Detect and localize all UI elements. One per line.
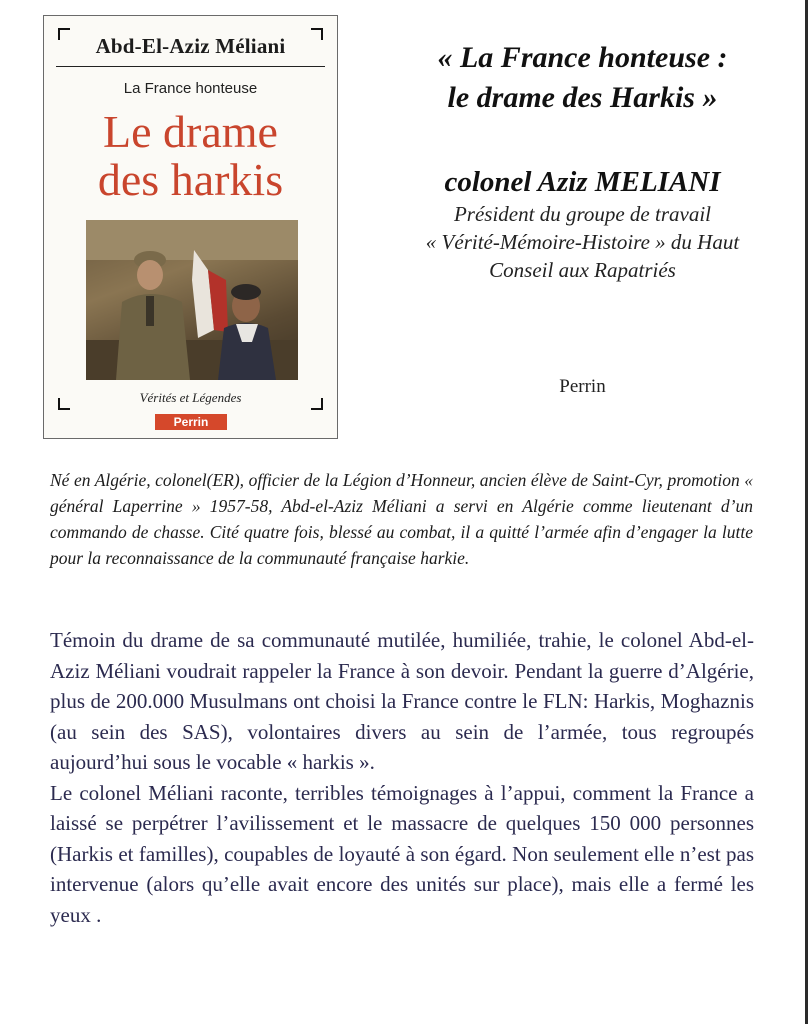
cover-title-line-2: des harkis	[97, 154, 284, 205]
book-heading	[370, 38, 795, 118]
synopsis-paragraph-1: Témoin du drame de sa communauté mutilée, humiliée, trahie, le colonel Abd-el-Aziz Méliani voudrait rappeler la France à son devoir. Pendant la guerre d’Algérie, plus de 200.000 Musulmans ont choisi la France contre le FLN: Harkis, Moghaznis (au sein des SAS), volontaires divers au sein de l’armée, tous regroupés aujourd’hui sous le vocable « harkis ».	[50, 628, 754, 774]
cover-photo-illustration	[86, 220, 298, 380]
author-role-line-1: Président du groupe de travail	[453, 202, 711, 226]
book-heading-line-2: le drame des Harkis »	[447, 81, 718, 114]
cover-series-title: La France honteuse	[123, 80, 258, 97]
author-role-line-3: Conseil aux Rapatriés	[489, 258, 676, 282]
book-heading-line-1: « La France honteuse :	[437, 41, 728, 74]
book-cover	[43, 15, 338, 439]
cover-title-line-1: Le drame	[103, 106, 278, 157]
author-name: colonel Aziz MELIANI	[444, 166, 721, 198]
cover-publisher-badge: Perrin	[155, 414, 227, 430]
author-role	[370, 200, 795, 284]
book-synopsis	[50, 625, 754, 930]
cover-title	[44, 108, 337, 204]
author-bio: Né en Algérie, colonel(ER), officier de la Légion d’Honneur, ancien élève de Saint-Cyr, promotion « général Laperrine » 1957-58, Abd-el-Aziz Méliani a servi en Algérie comme lieutenant d’un commando de chasse. Cité quatre fois, blessé au combat, il a quitté l’armée afin d’engager la lutte pour la reconnaissance de la communauté française harkie.	[50, 470, 753, 568]
cover-divider	[56, 66, 325, 67]
cover-footer-subtitle: Vérités et Légendes	[139, 390, 242, 405]
publisher-name: Perrin	[559, 376, 606, 397]
author-role-line-2: « Vérité-Mémoire-Histoire » du Haut	[425, 230, 740, 254]
cover-photo	[86, 220, 298, 380]
cover-author: Abd-El-Aziz Méliani	[95, 34, 286, 58]
synopsis-paragraph-2: Le colonel Méliani raconte, terribles témoignages à l’appui, comment la France a laissé se perpétrer l’avilissement et le massacre de quelques 150 000 personnes (Harkis et familles), coupables de loyauté à son égard. Non seulement elle n’est pas intervenue (alors qu’elle avait encore des unités sur place), mais elle a fermé les yeux .	[50, 780, 754, 927]
